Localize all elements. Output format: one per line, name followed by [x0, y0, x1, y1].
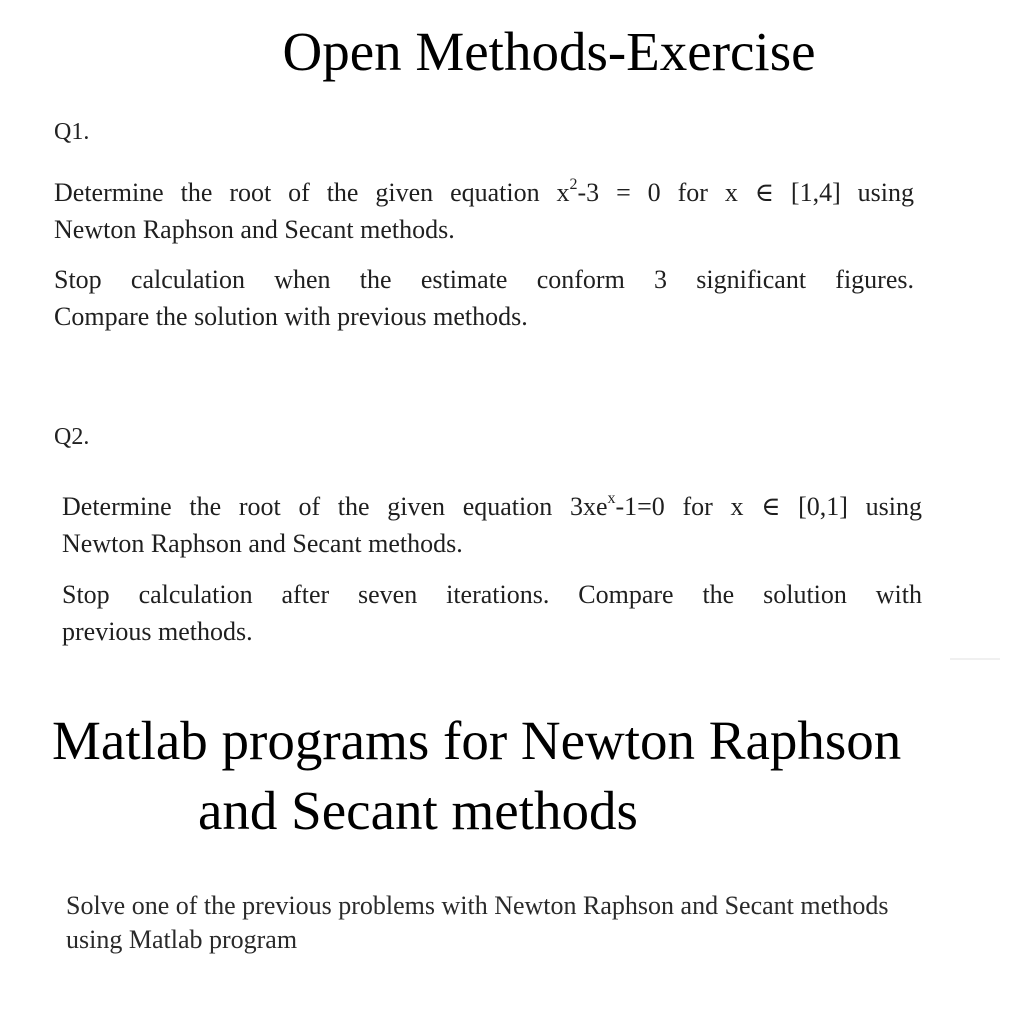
question-1-instruction-line-1: Stop calculation when the estimate conform 3 significant figures.: [54, 265, 914, 294]
question-2-statement: [62, 488, 922, 562]
equation-text-post: -1=0 for x ∈ [0,1] using: [615, 492, 922, 521]
matlab-heading-line-2: and Secant methods: [198, 780, 638, 841]
question-2-label: Q2.: [54, 424, 90, 450]
matlab-instruction: [66, 889, 1016, 957]
equation-text-pre: Determine the root of the given equation x: [54, 178, 570, 207]
page-title: Open Methods-Exercise: [282, 21, 816, 82]
question-1-instruction: [54, 261, 914, 335]
question-1-statement: [54, 174, 914, 248]
matlab-heading-line-1: Matlab programs for Newton Raphson: [52, 710, 902, 771]
question-1-statement-line-1: [54, 174, 914, 211]
question-2-instruction-line-1: Stop calculation after seven iterations. Compare the solution with: [62, 580, 922, 609]
matlab-instruction-line-2: using Matlab program: [66, 925, 298, 954]
question-2-statement-line-1: [62, 488, 922, 525]
equation-text-post: -3 = 0 for x ∈ [1,4] using: [577, 178, 914, 207]
matlab-instruction-line-1: Solve one of the previous problems with Newton Raphson and Secant methods: [66, 891, 889, 920]
exponent: 2: [569, 176, 578, 194]
question-1-instruction-line-2: Compare the solution with previous methods.: [54, 302, 528, 331]
question-1-statement-line-2: Newton Raphson and Secant methods.: [54, 215, 455, 244]
divider: [950, 658, 1000, 660]
question-2-statement-line-2: Newton Raphson and Secant methods.: [62, 529, 463, 558]
exponent: x: [607, 490, 616, 508]
question-1-label: Q1.: [54, 119, 90, 145]
question-2-instruction: [62, 576, 922, 650]
equation-text-pre: Determine the root of the given equation 3xe: [62, 492, 608, 521]
question-2-instruction-line-2: previous methods.: [62, 617, 253, 646]
